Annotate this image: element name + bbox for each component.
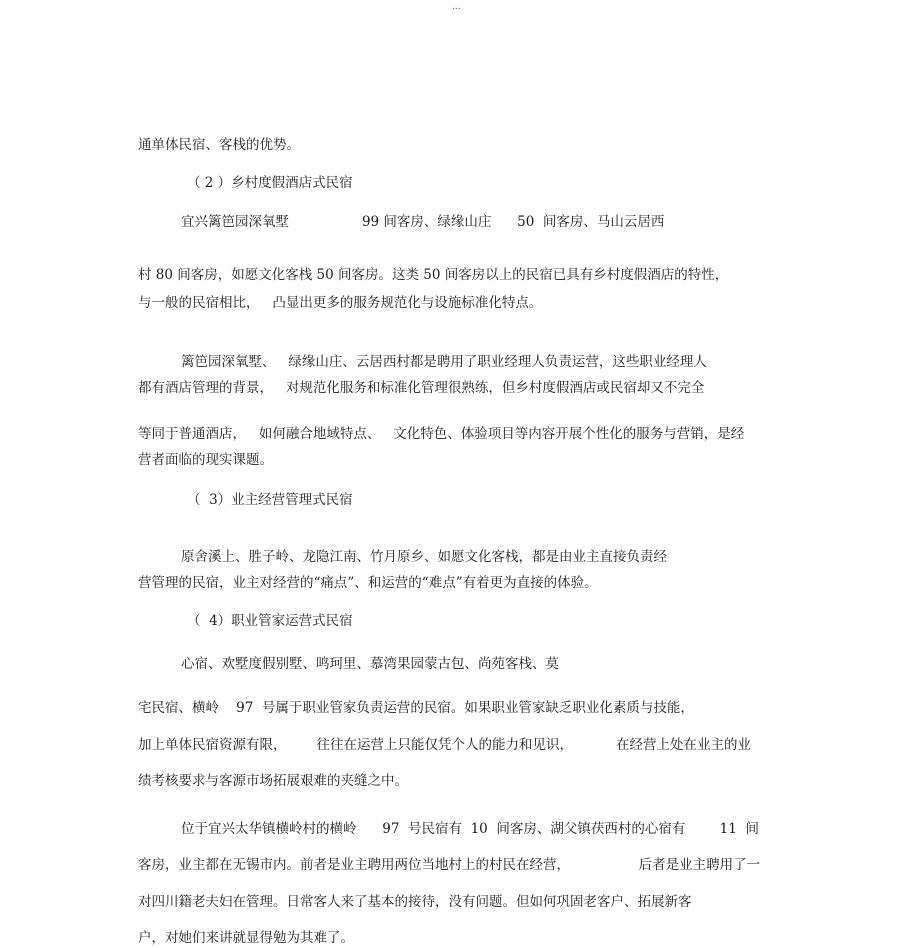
paragraph-line: 加上单体民宿资源有限， 往往在运营上只能仅凭个人的能力和见识， 在经营上处在业主的业 xyxy=(138,737,751,753)
paragraph-line: 宜兴篱笆园深氧墅 99 间客房、绿缘山庄 50 间客房、马山云居西 xyxy=(181,214,665,230)
paragraph-line: 原舍溪上、胜子岭、龙隐江南、竹月原乡、如愿文化客栈，都是由业主直接负责经 xyxy=(181,549,667,565)
paragraph-line: 客房，业主都在无锡市内。前者是业主聘用两位当地村上的村民在经营， 后者是业主聘用了一 xyxy=(138,857,761,873)
paragraph-line: 村 80 间客房，如愿文化客栈 50 间客房。这类 50 间客房以上的民宿已具有乡村度假酒店的特性， xyxy=(138,267,729,283)
paragraph-line: 宅民宿、横岭 97 号属于职业管家负责运营的民宿。如果职业管家缺乏职业化素质与技能， xyxy=(138,700,694,716)
section-heading: （ 2 ）乡村度假酒店式民宿 xyxy=(187,175,353,191)
paragraph-line: 通单体民宿、客栈的优势。 xyxy=(138,137,300,153)
header-mark: ... xyxy=(452,2,461,12)
paragraph-line: 绩考核要求与客源市场拓展艰难的夹缝之中。 xyxy=(138,773,408,789)
paragraph-line: 与一般的民宿相比， 凸显出更多的服务规范化与设施标准化特点。 xyxy=(138,295,543,311)
paragraph-line: 等同于普通酒店， 如何融合地域特点、 文化特色、体验项目等内容开展个性化的服务与营销，是经 xyxy=(138,426,745,442)
section-heading: （ 4）职业管家运营式民宿 xyxy=(187,613,353,629)
paragraph-line: 心宿、欢墅度假别墅、鸣珂里、慕湾果园蒙古包、尚苑客栈、莫 xyxy=(181,656,559,672)
paragraph-line: 都有酒店管理的背景， 对规范化服务和标准化管理很熟练，但乡村度假酒店或民宿却又不完全 xyxy=(138,380,705,396)
paragraph-line: 营管理的民宿，业主对经营的“痛点”、和运营的“难点”有着更为直接的体验。 xyxy=(138,575,598,591)
paragraph-line: 户，对她们来讲就显得勉为其难了。 xyxy=(138,930,354,946)
paragraph-line: 营者面临的现实课题。 xyxy=(138,452,273,468)
section-heading: （ 3）业主经营管理式民宿 xyxy=(187,492,353,508)
paragraph-line: 位于宜兴太华镇横岭村的横岭 97 号民宿有 10 间客房、湖父镇茯西村的心宿有 11 间 xyxy=(181,821,759,837)
paragraph-line: 对四川籍老夫妇在管理。日常客人来了基本的接待，没有问题。但如何巩固老客户、拓展新客 xyxy=(138,894,692,910)
paragraph-line: 篱笆园深氧墅、 绿缘山庄、云居西村都是聘用了职业经理人负责运营，这些职业经理人 xyxy=(181,354,707,370)
